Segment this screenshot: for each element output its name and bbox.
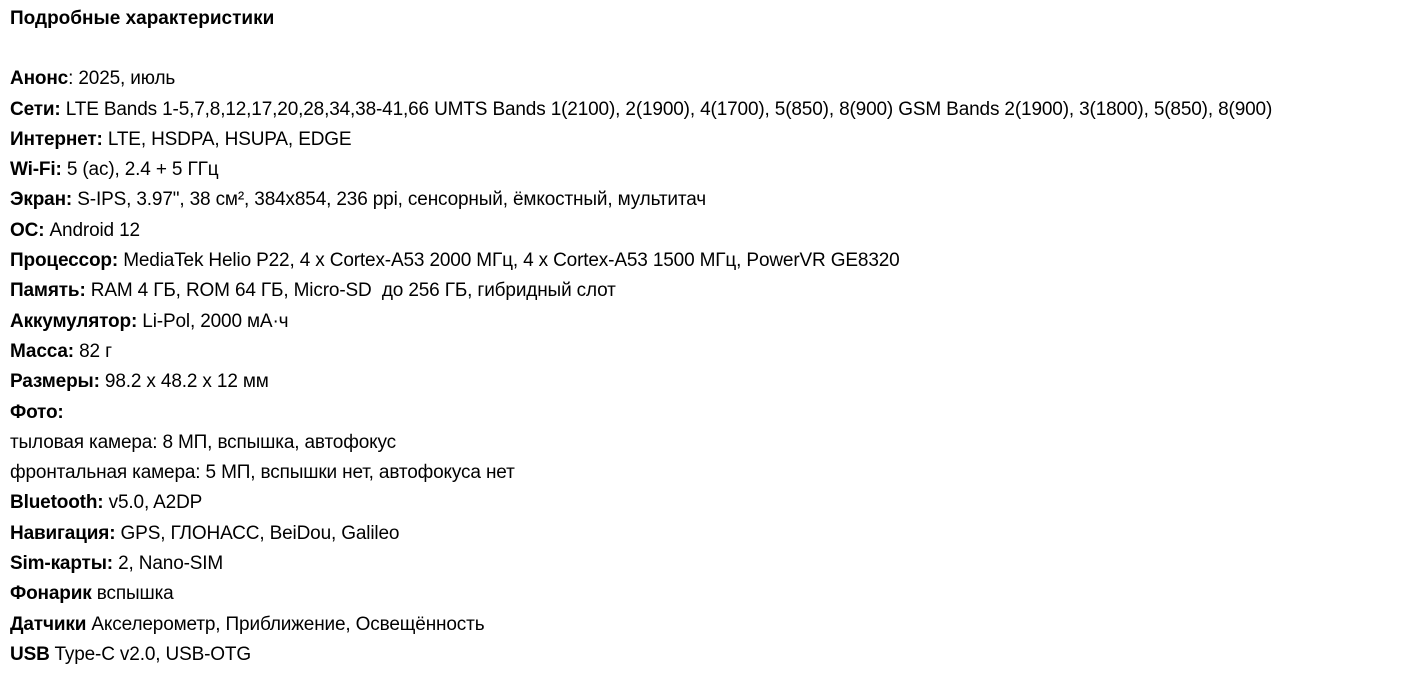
spec-separator: : — [68, 68, 79, 90]
spec-row-dimensions — [10, 367, 1410, 397]
spec-value: 2, Nano-SIM — [118, 553, 224, 575]
spec-value: LTE Bands 1-5,7,8,12,17,20,28,34,38-41,66 UMTS Bands 1(2100), 2(1900), 4(1700), 5(850), 8(900) GSM Bands 2(1900), 3(1800), 5(850), 8(900) — [65, 98, 1273, 120]
spec-row-memory — [10, 276, 1410, 306]
spec-row-flashlight — [10, 579, 1410, 609]
spec-key: Bluetooth: — [10, 492, 104, 514]
spec-key: Wi-Fi: — [10, 159, 62, 181]
spec-key: Sim-карты: — [10, 553, 113, 575]
spec-key: Сети: — [10, 98, 61, 120]
spec-value: тыловая камера: 8 МП, вспышка, автофокус — [10, 431, 396, 453]
spec-row-rear-camera — [10, 428, 1410, 458]
spec-value: GPS, ГЛОНАСС, BeiDou, Galileo — [120, 522, 400, 544]
spec-value: S-IPS, 3.97", 38 см², 384x854, 236 ppi, сенсорный, ёмкостный, мультитач — [77, 189, 706, 211]
spec-row-os — [10, 216, 1410, 246]
spec-key: Экран: — [10, 189, 73, 211]
spec-key: ОС: — [10, 219, 45, 241]
spec-row-internet — [10, 125, 1410, 155]
spec-row-processor — [10, 246, 1410, 276]
spec-row-navigation — [10, 519, 1410, 549]
spec-value: MediaTek Helio P22, 4 x Cortex-A53 2000 МГц, 4 x Cortex-A53 1500 МГц, PowerVR GE8320 — [123, 250, 900, 272]
spec-row-wifi — [10, 155, 1410, 185]
spec-row-weight — [10, 337, 1410, 367]
spec-value: RAM 4 ГБ, ROM 64 ГБ, Micro-SD до 256 ГБ, гибридный слот — [90, 280, 616, 302]
spec-row-announce — [10, 64, 1410, 94]
spec-row-networks — [10, 95, 1410, 125]
spec-value: вспышка — [96, 583, 174, 605]
spec-value: 2025, июль — [78, 68, 176, 90]
spec-key: Масса: — [10, 340, 74, 362]
spec-key: Аккумулятор: — [10, 310, 138, 332]
spec-row-sim — [10, 549, 1410, 579]
spec-row-photo — [10, 398, 1410, 428]
spec-value: Li-Pol, 2000 мА·ч — [142, 310, 289, 332]
spec-document — [10, 4, 1410, 670]
blank-line — [10, 34, 1410, 64]
spec-row-sensors — [10, 610, 1410, 640]
spec-value: Акселерометр, Приближение, Освещённость — [91, 613, 485, 635]
spec-key: Интернет: — [10, 128, 103, 150]
spec-value: 98.2 x 48.2 x 12 мм — [104, 371, 269, 393]
spec-key: Фото: — [10, 401, 64, 423]
spec-value: фронтальная камера: 5 МП, вспышки нет, автофокуса нет — [10, 462, 515, 484]
spec-row-battery — [10, 307, 1410, 337]
spec-key: Размеры: — [10, 371, 100, 393]
spec-key: Процессор: — [10, 250, 119, 272]
spec-value: v5.0, A2DP — [108, 492, 203, 514]
spec-value: Type-C v2.0, USB-OTG — [54, 643, 252, 665]
spec-value: 82 г — [79, 340, 112, 362]
spec-row-bluetooth — [10, 488, 1410, 518]
spec-key: Анонс — [10, 68, 69, 90]
spec-value: Android 12 — [49, 219, 140, 241]
spec-key: Фонарик — [10, 583, 92, 605]
spec-key: Память: — [10, 280, 86, 302]
page-title: Подробные характеристики — [10, 8, 275, 29]
spec-row-front-camera — [10, 458, 1410, 488]
spec-value: LTE, HSDPA, HSUPA, EDGE — [107, 128, 352, 150]
spec-value: 5 (ac), 2.4 + 5 ГГц — [66, 159, 219, 181]
spec-row-screen — [10, 185, 1410, 215]
spec-key: USB — [10, 643, 50, 665]
spec-key: Датчики — [10, 613, 87, 635]
spec-key: Навигация: — [10, 522, 116, 544]
spec-row-usb — [10, 640, 1410, 670]
